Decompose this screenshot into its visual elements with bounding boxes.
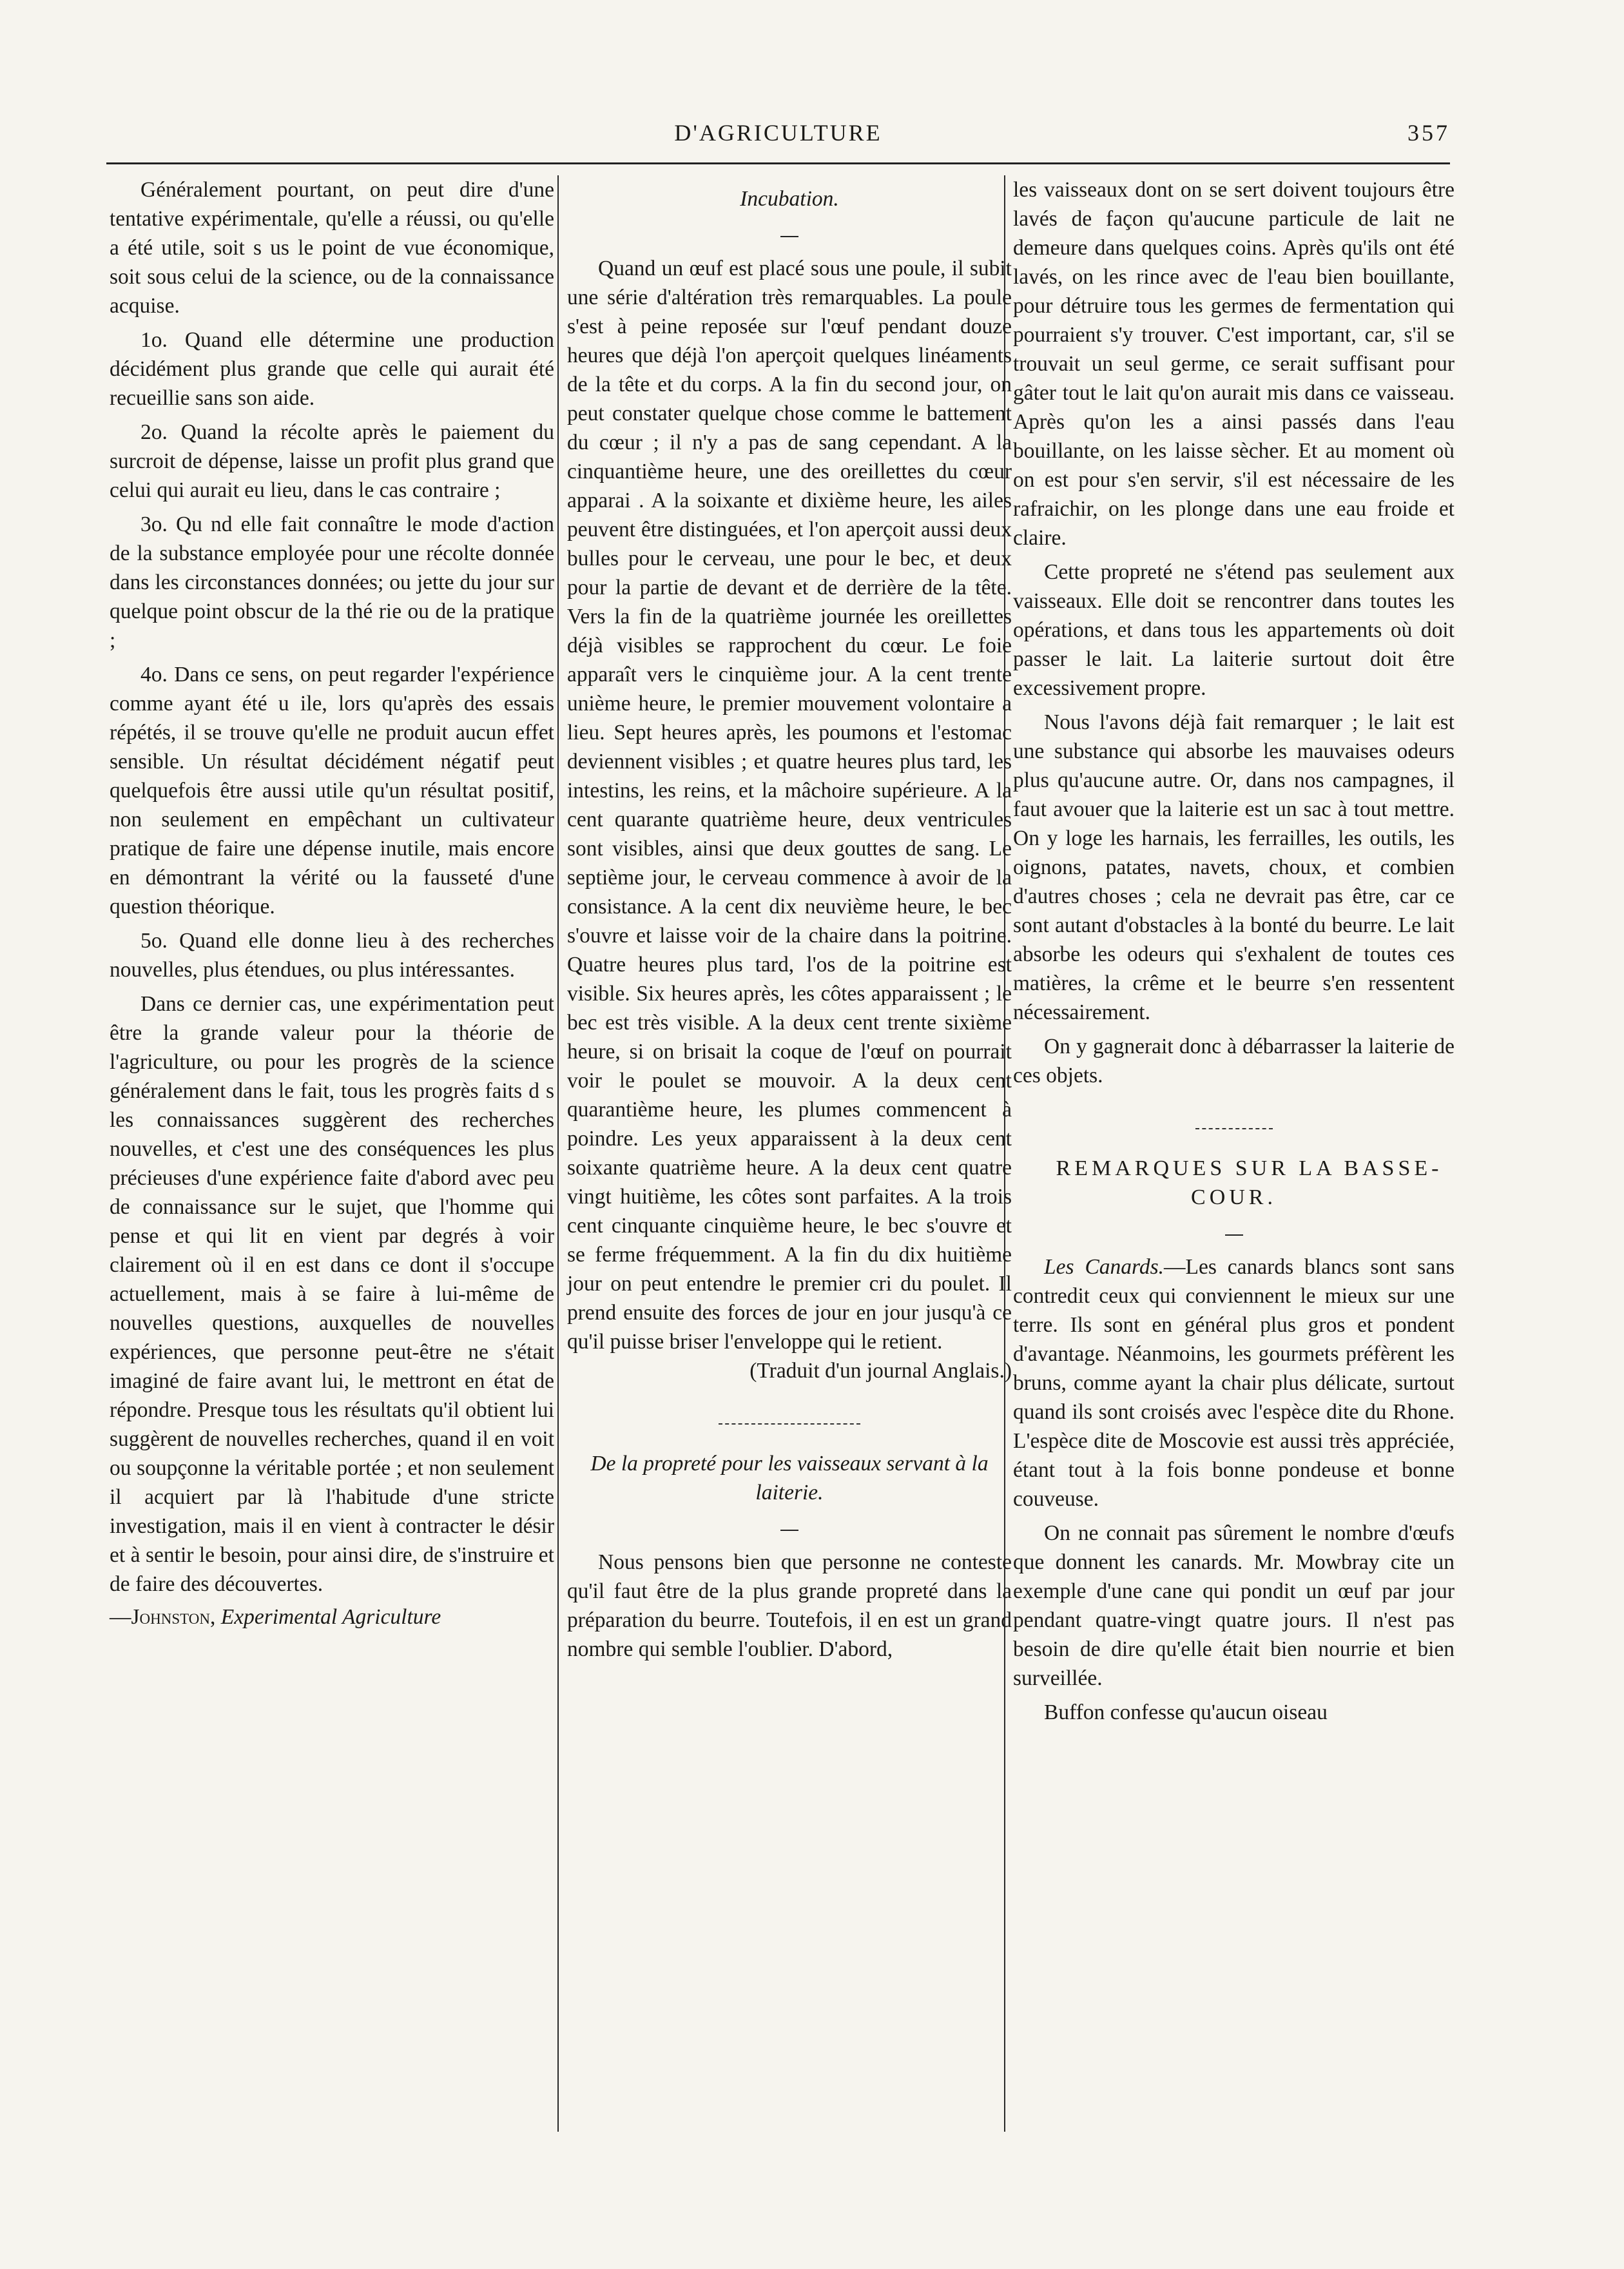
column-right bbox=[1013, 175, 1455, 1727]
paragraph: 1o. Quand elle détermine une production décidément plus grande que celle qui aurait été recueillie sans son aide. bbox=[110, 328, 554, 410]
short-rule bbox=[567, 1510, 1012, 1539]
paragraph: On y gagnerait donc à débarrasser la laiterie de ces objets. bbox=[1013, 1035, 1455, 1087]
signature bbox=[110, 1602, 554, 1631]
short-rule bbox=[567, 216, 1012, 245]
short-rule bbox=[1013, 1214, 1455, 1243]
column-divider-left bbox=[557, 175, 559, 2132]
paragraph: 4o. Dans ce sens, on peut regarder l'expérience comme ayant été u ile, lors qu'après des essais répétés, il se trouve qu'elle ne produit aucun effet sensible. Un résultat décidément négatif peut quelquefois être aussi utile qu'un résultat positif, non seulement en empêchant un cultivateur pratique de faire une dépense inutile, mais encore en démontrant la vérité ou la fausseté d'une question théorique. bbox=[110, 663, 554, 919]
paragraph bbox=[1013, 1252, 1455, 1514]
paragraph: Cette propreté ne s'étend pas seulement aux vaisseaux. Elle doit se rencontrer dans toutes les opérations, et dans tous les appartements où doit passer le lait. La laiterie surtout doit être excessivement propre. bbox=[1013, 560, 1455, 700]
page-number: 357 bbox=[1407, 120, 1450, 146]
column-left bbox=[110, 175, 554, 1631]
section-ornament bbox=[567, 1403, 1012, 1432]
source-note: (Traduit d'un journal Anglais.) bbox=[749, 1359, 1012, 1383]
paragraph-lead: Les Canards. bbox=[1044, 1255, 1165, 1279]
paragraph: les vaisseaux dont on se sert doivent toujours être lavés de façon qu'aucune particule de lait ne demeure dans quelques coins. Après qu'ils ont été lavés, on les rince avec de l'eau bien bouillante, pour détruire tous les germes de fermentation qui pourraient s'y trouver. C'est important, car, s'il se trouvait un seul germe, ce serait suffisant pour gâter tout le lait qu'on aurait mis dans ce vaisseau. Après qu'on les a ainsi passés dans l'eau bouillante, on les laisse sècher. Et au moment où on est pour s'en servir, s'il est nécessaire de les rafraichir, on les plonge dans une eau froide et claire. bbox=[1013, 178, 1455, 550]
header-rule bbox=[106, 162, 1450, 164]
article-title-proprete: De la propreté pour les vaisseaux servant à la laiterie. bbox=[590, 1452, 989, 1505]
paragraph: On ne connait pas sûrement le nombre d'œufs que donnent les canards. Mr. Mowbray cite un exemple d'une cane qui pondit un œuf par jour pendant quatre-vingt quatre jours. Il n'est pas besoin de dire qu'elle était bien nourrie et bien surveillée. bbox=[1013, 1521, 1455, 1690]
section-heading-basse-cour: REMARQUES SUR LA BASSE-COUR. bbox=[1056, 1156, 1443, 1209]
section-ornament bbox=[1013, 1108, 1455, 1137]
paragraph: 3o. Qu nd elle fait connaître le mode d'action de la substance employée pour une récolte donnée dans les circonstances données; ou jette du jour sur quelque point obscur de la thé rie ou de la pratique ; bbox=[110, 512, 554, 652]
paragraph: 5o. Quand elle donne lieu à des recherches nouvelles, plus étendues, ou plus intéressantes. bbox=[110, 929, 554, 982]
page-header bbox=[106, 119, 1450, 158]
article-title-incubation: Incubation. bbox=[740, 187, 839, 211]
paragraph: 2o. Quand la récolte après le paiement du surcroit de dépense, laisse un profit plus grand que celui qui aurait eu lieu, dans le cas contraire ; bbox=[110, 420, 554, 502]
paragraph: Généralement pourtant, on peut dire d'une tentative expérimentale, qu'elle a réussi, ou qu'elle a été utile, soit s us le point de vue économique, soit sous celui de la science, ou de la connaissance acquise. bbox=[110, 178, 554, 318]
paragraph: Nous pensons bien que personne ne conteste qu'il faut être de la plus grande propreté dans la préparation du beurre. Toutefois, il en est un grand nombre qui semble l'oublier. D'abord, bbox=[567, 1550, 1012, 1661]
paragraph: Quand un œuf est placé sous une poule, il subit une série d'altération très remarquables. La poule s'est à peine reposée sur l'œuf pendant douze heures que déjà l'on aperçoit quelques linéaments de la tête et du corps. A la fin du second jour, on peut constater quelque chose comme le battement du cœur ; il n'y a pas de sang cependant. A la cinquantième heure, une des oreillettes du cœur apparai . A la soixante et dixième heure, les ailes peuvent être distinguées, et l'on aperçoit aussi deux bulles pour le cerveau, une pour le bec, et deux pour la partie de devant et de derrière de la tête. Vers la fin de la quatrième journée les oreillettes déjà visibles se rapprochent du cœur. Le foie apparaît vers le cinquième jour. A la cent trente unième heure, le premier mouvement volontaire a lieu. Sept heures après, les poumons et l'estomac deviennent visibles ; et quatre heures plus tard, les intestins, les reins, et la mâchoire supérieure. A la cent quarante quatrième heure, deux ventricules sont visibles, ainsi que deux gouttes de sang. Le septième jour, le cerveau commence à avoir de la consistance. A la cent dix neuvième heure, le bec s'ouvre et laisse voir de la chaire dans la poitrine. Quatre heures plus tard, l'os de la poitrine est visible. Six heures après, les côtes apparaissent ; le bec est très visible. A la deux cent trente sixième heure, si on brisait la coque de l'œuf on pourrait voir le poulet se mouvoir. A la deux cent quarantième heure, les plumes commencent à poindre. Les yeux apparaissent à la deux cent soixante quatrième heure. A la deux cent quatre vingt huitième, les côtes sont parfaites. A la trois cent cinquante cinquième heure, le bec s'ouvre et se ferme fréquemment. A la fin du dix huitième jour on peut entendre le premier cri du poulet. Il prend ensuite des forces de jour en jour jusqu'à ce qu'il puisse briser l'enveloppe qui le retient. bbox=[567, 257, 1012, 1354]
running-title: D'AGRICULTURE bbox=[674, 120, 882, 146]
column-middle bbox=[567, 175, 1012, 1664]
signature-work: Experimental Agriculture bbox=[220, 1605, 441, 1629]
paragraph: Dans ce dernier cas, une expérimentation peut être la grande valeur pour la théorie de l'agriculture, ou pour les progrès de la science généralement dans le fait, tous les progrès faits d s les connaissances suggèrent des recherches nouvelles, et c'est une des conséquences les plus précieuses d'une expérience faite d'abord avec peu de connaissance sur le sujet, que l'homme qui pense et qui lit en vient par degrés à voir clairement où il en est dans ce dont il s'occupe actuellement, mais à se faire à lui-même de nouvelles questions, auxquelles de nouvelles expériences, que personne peut-être ne s'était imaginé de faire avant lui, le mettront en état de répondre. Presque tous les résultats qu'il obtient lui suggèrent de nouvelles recherches, quand il en voit ou soupçonne la véritable portée ; et non seulement il acquiert par là l'habitude d'une stricte investigation, mais il en vient à contracter le désir et à sentir le besoin, pour ainsi dire, de s'instruire et de faire des découvertes. bbox=[110, 992, 554, 1596]
paragraph: Buffon confesse qu'aucun oiseau bbox=[1044, 1700, 1328, 1724]
paragraph: Nous l'avons déjà fait remarquer ; le lait est une substance qui absorbe les mauvaises odeurs plus qu'aucune autre. Or, dans nos campagnes, il faut avouer que la laiterie est un sac à tout mettre. On y loge les harnais, les ferrailles, les outils, les oignons, patates, navets, choux, et combien d'autres choses ; cela ne devrait pas être, car ce sont autant d'obstacles à la bonté du beurre. Le lait absorbe les odeurs qui s'exhalent de toutes ces matières, la crême et le beurre s'en ressentent nécessairement. bbox=[1013, 710, 1455, 1024]
signature-author: —Johnston, bbox=[110, 1605, 216, 1629]
paragraph-body: —Les canards blancs sont sans contredit ceux qui conviennent le mieux sur une terre. Ils sont en général plus gros et pondent d'avantage. Néanmoins, les gourmets préfèrent les bruns, comme ayant la chair plus délicate, surtout quand ils sont croisés avec l'espèce dite du Rhone. L'espèce dite de Moscovie est aussi très appréciée, étant tout à la fois bonne pondeuse et bonne couveuse. bbox=[1013, 1255, 1455, 1511]
